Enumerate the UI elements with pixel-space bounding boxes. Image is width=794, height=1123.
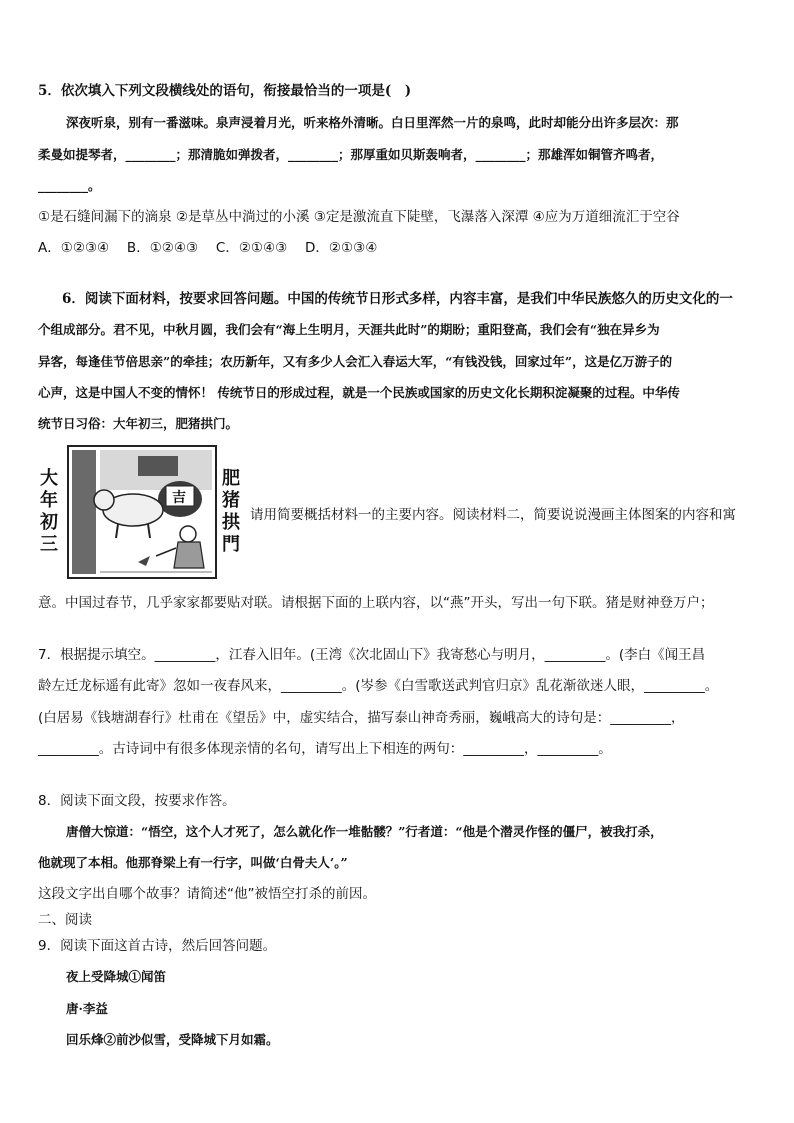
section-2-heading: 二、阅读 [38, 912, 92, 928]
q6-line-6: 意。中国过春节，几乎家家都要贴对联。请根据下面的上联内容，以“燕”开头，写出一句下联。猪是财神登万户； [38, 595, 714, 611]
jar-sign-text: 吉 [172, 490, 186, 506]
cartoon-drawing [38, 444, 250, 580]
q5-stem: 5．依次填入下列文段横线处的语句，衔接最恰当的一项是( ) [38, 83, 412, 99]
cartoon-left-char-4: 三 [40, 534, 58, 555]
child-body [174, 542, 204, 568]
q8-stem: 8．阅读下面文段，按要求作答。 [38, 793, 236, 809]
q5-passage-line-1: 深夜听泉，别有一番滋味。泉声浸着月光，听来格外清晰。白日里浑然一片的泉鸣，此时却能分出许多层次：那 [66, 115, 679, 130]
child-head [180, 526, 196, 542]
q6-line-4: 心声，这是中国人不变的情怀！ 传统节日的形成过程，就是一个民族或国家的历史文化长期积淀凝聚的过程。中华传 [38, 385, 680, 400]
q8-question: 这段文字出自哪个故事？请简述“他”被悟空打杀的前因。 [38, 886, 376, 902]
q7-line-2: 龄左迁龙标遥有此寄》忽如一夜春风来，_________。(岑参《白雪歌送武判官归京》乱花渐欲迷人眼，_________。 [38, 678, 719, 694]
wall-window [138, 456, 178, 476]
cartoon-left-char-3: 初 [40, 512, 58, 533]
poem-title: 夜上受降城①闻笛 [66, 969, 167, 984]
door-panel [72, 450, 96, 574]
q6-line-3: 异客，每逢佳节倍思亲”的牵挂；农历新年，又有多少人会汇入春运大军，“有钱没钱，回家过年”，这是亿万游子的 [38, 354, 673, 369]
q5-passage-line-3: ________。 [38, 178, 101, 193]
cartoon-right-char-2: 猪 [222, 490, 240, 511]
q8-passage-line-1: 唐僧大惊道：“悟空，这个人才死了，怎么就化作一堆骷髅？”行者道：“他是个潜灵作怪的僵尸，被我打杀， [66, 824, 663, 839]
q5-choices: A．①②③④ B．①②④③ C．②①④③ D．②①③④ [38, 240, 378, 256]
q5-passage-line-2: 柔曼如提琴者，________；那清脆如弹拨者，________；那厚重如贝斯轰响者，________；那雄浑如铜管齐鸣者， [38, 147, 664, 162]
q6-line-5: 统节日习俗：大年初三，肥猪拱门。 [38, 416, 239, 431]
poem-author: 唐·李益 [66, 1001, 108, 1016]
q5-options: ①是石缝间漏下的滴泉 ②是草丛中淌过的小溪 ③定是激流直下陡壁，飞瀑落入深潭 ④应为万道细流汇于空谷 [38, 209, 680, 225]
q6-line-2: 个组成部分。君不见，中秋月圆，我们会有“海上生明月，天涯共此时”的期盼；重阳登高，我们会有“独在异乡为 [38, 322, 660, 337]
q6-line-1: 6．阅读下面材料，按要求回答问题。中国的传统节日形式多样，内容丰富，是我们中华民族悠久的历史文化的一 [62, 291, 733, 307]
q9-stem: 9．阅读下面这首古诗，然后回答问题。 [38, 938, 277, 954]
cartoon-right-char-1: 肥 [222, 468, 240, 489]
cartoon-left-char-1: 大 [40, 468, 58, 489]
q7-line-3: (白居易《钱塘湖春行》杜甫在《望岳》中，虚实结合，描写泰山神奇秀丽，巍峨高大的诗句是：_________， [38, 710, 685, 726]
q8-passage-line-2: 他就现了本相。他那脊梁上有一行字，叫做‘白骨夫人’。” [38, 855, 348, 870]
q6-caption: 请用简要概括材料一的主要内容。阅读材料二，简要说说漫画主体图案的内容和寓 [250, 507, 736, 523]
cartoon-right-char-4: 門 [222, 534, 240, 555]
q7-line-1: 7．根据提示填空。_________，江春入旧年。(王湾《次北固山下》我寄愁心与明月，_________。(李白《闻王昌 [38, 647, 706, 663]
pig-head [94, 490, 114, 510]
q7-line-4: _________。古诗词中有很多体现亲情的名句，请写出上下相连的两句：_________，_________。 [38, 741, 612, 757]
cartoon-left-char-2: 年 [40, 490, 58, 511]
cartoon-illustration [38, 444, 250, 580]
poem-line-1: 回乐烽②前沙似雪，受降城下月如霜。 [66, 1032, 279, 1047]
cartoon-right-char-3: 拱 [222, 512, 240, 533]
